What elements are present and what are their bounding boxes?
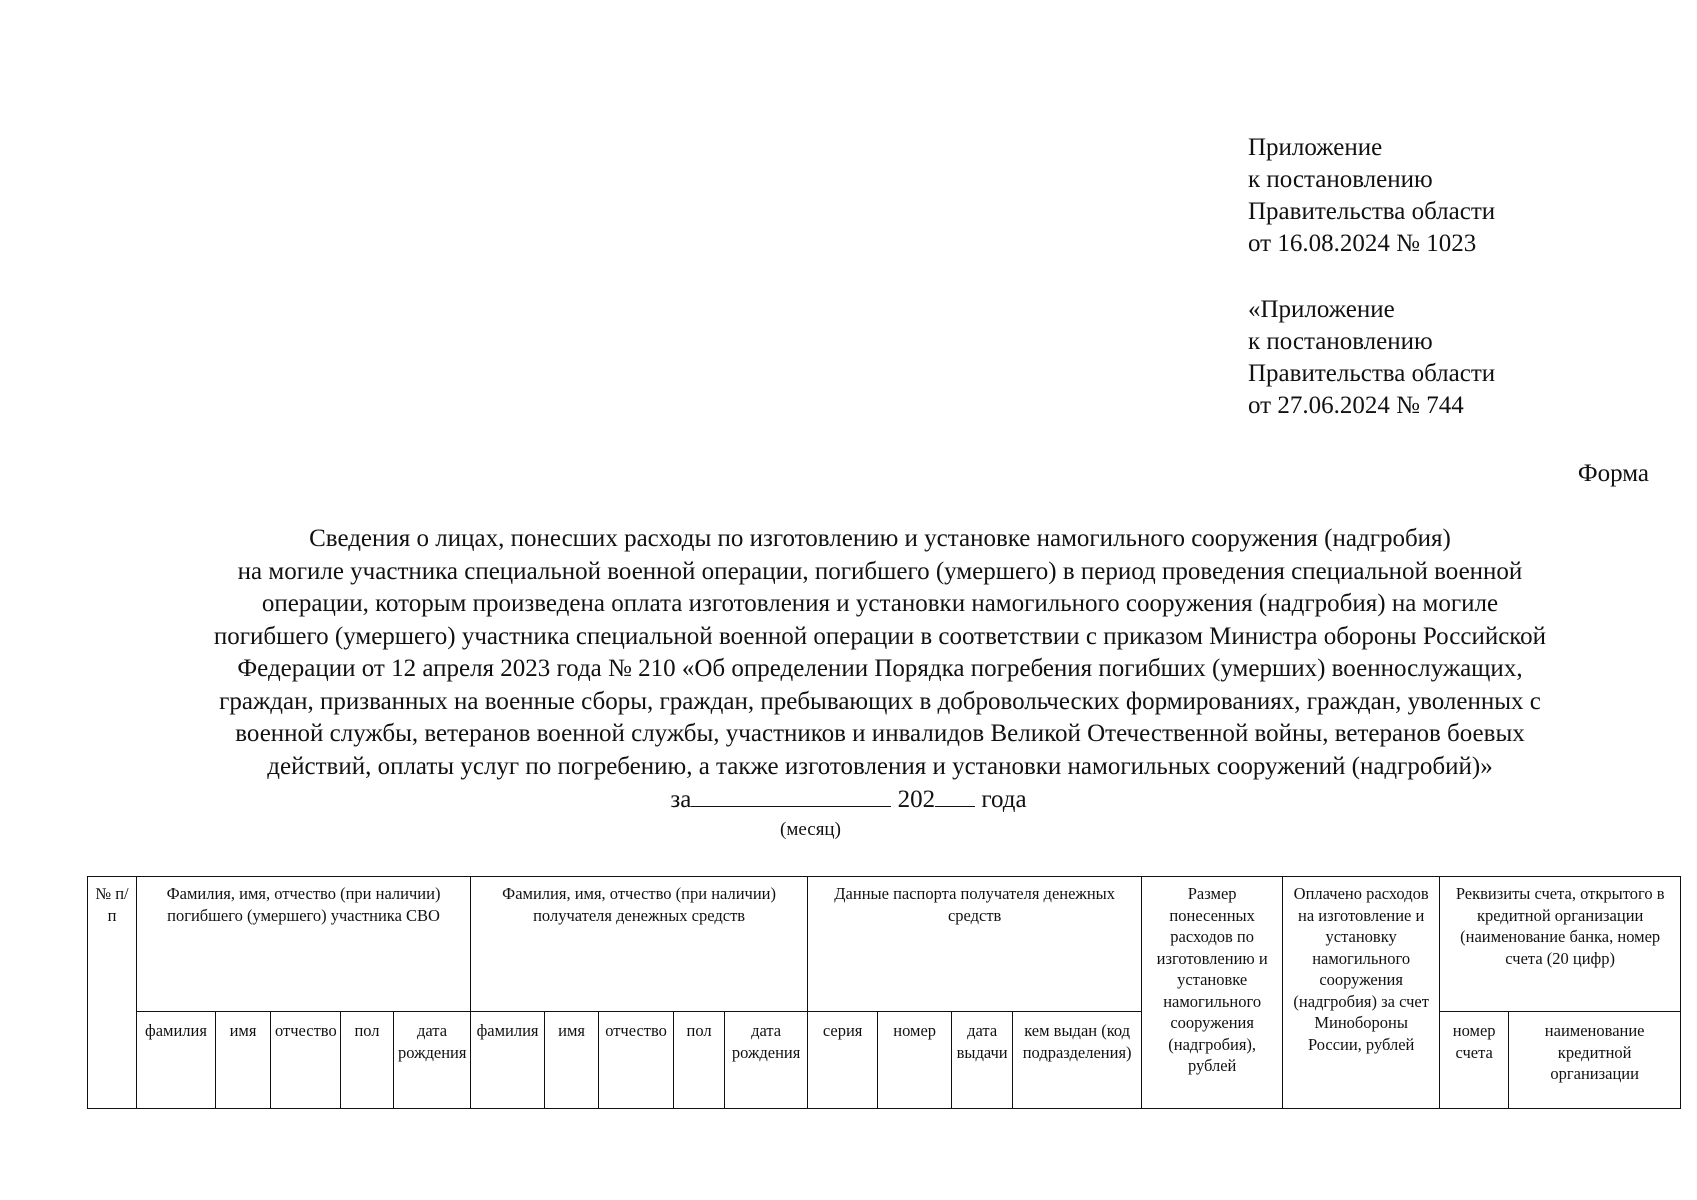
document-title	[110, 523, 1650, 783]
col-header-bank-name: наименование кредитной организации	[1509, 1012, 1681, 1109]
appendix-line: Правительства области	[1248, 360, 1496, 387]
title-line: на могиле участника специальной военной операции, погибшего (умершего) в период проведения специальной военной	[237, 557, 1523, 585]
period-suffix: года	[981, 786, 1027, 813]
col-header-account-number: номер счета	[1440, 1012, 1509, 1109]
title-line: Федерации от 12 апреля 2023 года № 210 «Об определении Порядка погребения погибших (умерших) военнослужащих,	[237, 655, 1523, 682]
appendix-header	[1248, 132, 1495, 422]
col-header-number: № п/п	[88, 877, 137, 1109]
month-hint: (месяц)	[780, 819, 841, 840]
col-header-passport-number: номер	[878, 1012, 952, 1109]
group-header-account: Реквизиты счета, открытого в кредитной организации (наименование банка, номер счета (20 цифр)	[1440, 877, 1681, 1012]
col-header-passport-series: серия	[808, 1012, 878, 1109]
appendix-line: к постановлению	[1248, 328, 1433, 355]
group-header-recipient: Фамилия, имя, отчество (при наличии) получателя денежных средств	[471, 877, 808, 1012]
col-header-deceased-sex: пол	[341, 1012, 394, 1109]
col-header-deceased-patronymic: отчество	[271, 1012, 341, 1109]
title-line: операции, которым произведена оплата изготовления и установки намогильного сооружения (надгробия) на могиле	[261, 590, 1499, 617]
appendix-block-current	[1248, 132, 1495, 260]
col-header-deceased-birth-date: дата рождения	[394, 1012, 471, 1109]
title-line: погибшего (умершего) участника специальной военной операции в соответствии с приказом Министра обороны Российской	[213, 622, 1547, 650]
period-year-prefix: 202	[897, 786, 936, 813]
appendix-line: от 27.06.2024 № 744	[1248, 392, 1464, 419]
title-line: граждан, призванных на военные сборы, граждан, пребывающих в добровольческих формированиях, граждан, уволенных с	[219, 687, 1541, 715]
appendix-line: «Приложение	[1248, 296, 1395, 323]
title-line: Сведения о лицах, понесших расходы по изготовлению и установке намогильного сооружения (надгробия)	[309, 525, 1451, 552]
title-line: действий, оплаты услуг по погребению, а также изготовления и установки намогильных сооружений (надгробий)»	[267, 752, 1493, 780]
year-blank-field[interactable]	[935, 784, 975, 807]
col-header-deceased-surname: фамилия	[137, 1012, 216, 1109]
col-header-paid: Оплачено расходов на изготовление и установку намогильного сооружения (надгробия) за счет Минобороны России, рублей	[1283, 877, 1440, 1109]
report-period	[0, 784, 1697, 816]
col-header-recipient-birth-date: дата рождения	[725, 1012, 808, 1109]
group-header-passport: Данные паспорта получателя денежных средств	[808, 877, 1142, 1012]
col-header-recipient-sex: пол	[674, 1012, 725, 1109]
col-header-recipient-surname: фамилия	[471, 1012, 545, 1109]
col-header-deceased-name: имя	[216, 1012, 271, 1109]
appendix-line: Приложение	[1248, 134, 1383, 161]
col-header-expenses: Размер понесенных расходов по изготовлению и установке намогильного сооружения (надгробия), рублей	[1142, 877, 1283, 1109]
month-blank-field[interactable]	[691, 784, 891, 807]
appendix-line: Правительства области	[1248, 198, 1496, 225]
period-prefix: за	[670, 786, 692, 813]
title-line: военной службы, ветеранов военной службы, участников и инвалидов Великой Отечественной войны, ветеранов боевых	[235, 720, 1525, 747]
appendix-line: от 16.08.2024 № 1023	[1248, 230, 1477, 257]
col-header-passport-issue-date: дата выдачи	[952, 1012, 1013, 1109]
appendix-block-original	[1248, 294, 1495, 422]
group-header-deceased: Фамилия, имя, отчество (при наличии) погибшего (умершего) участника СВО	[137, 877, 471, 1012]
form-label: Форма	[1577, 460, 1649, 487]
col-header-passport-issued-by: кем выдан (код подразделения)	[1013, 1012, 1142, 1109]
appendix-line: к постановлению	[1248, 166, 1433, 193]
recipients-table	[87, 876, 1681, 1109]
col-header-recipient-patronymic: отчество	[599, 1012, 674, 1109]
col-header-recipient-name: имя	[545, 1012, 599, 1109]
